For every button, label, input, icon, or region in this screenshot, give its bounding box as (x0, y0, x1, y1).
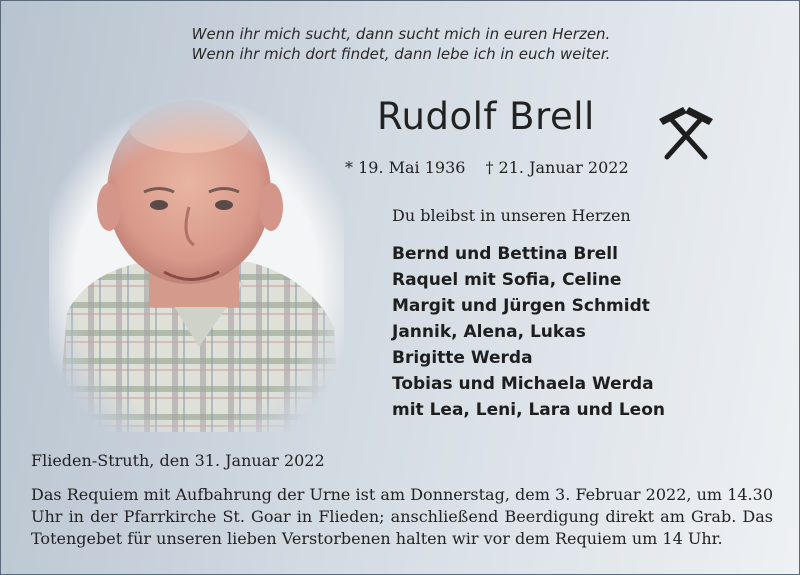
remembrance-line: Du bleibst in unseren Herzen (392, 206, 631, 225)
life-dates (345, 158, 629, 177)
portrait-photo (49, 97, 344, 432)
place-and-date: Flieden-Struth, den 31. Januar 2022 (31, 451, 325, 470)
memorial-quote (1, 24, 800, 64)
quote-line-2: Wenn ihr mich dort findet, dann lebe ich in euch weiter. (191, 45, 611, 63)
mourner-line: Brigitte Werda (392, 348, 533, 368)
birth-date: * 19. Mai 1936 (345, 158, 466, 177)
crossed-hammers-icon (657, 105, 715, 161)
service-notice: Das Requiem mit Aufbahrung der Urne ist am Donnerstag, dem 3. Februar 2022, um 14.30 Uhr in der Pfarrkirche St. Goar in Flieden; anschließend Beerdigung direkt am Grab. Das Totengebet für unseren lieben Verstorbenen halten wir vor dem Requiem um 14 Uhr. (31, 485, 773, 548)
mourner-line: Bernd und Bettina Brell (392, 244, 618, 264)
mourners-list (392, 241, 665, 423)
death-date: † 21. Januar 2022 (485, 158, 629, 177)
mourner-line: Tobias und Michaela Werda (392, 374, 654, 394)
mourner-line: mit Lea, Leni, Lara und Leon (392, 400, 665, 420)
mourner-line: Jannik, Alena, Lukas (392, 322, 586, 342)
deceased-name: Rudolf Brell (377, 95, 595, 138)
mourner-line: Raquel mit Sofia, Celine (392, 270, 622, 290)
mourner-line: Margit und Jürgen Schmidt (392, 296, 650, 316)
quote-line-1: Wenn ihr mich sucht, dann sucht mich in euren Herzen. (191, 25, 611, 43)
